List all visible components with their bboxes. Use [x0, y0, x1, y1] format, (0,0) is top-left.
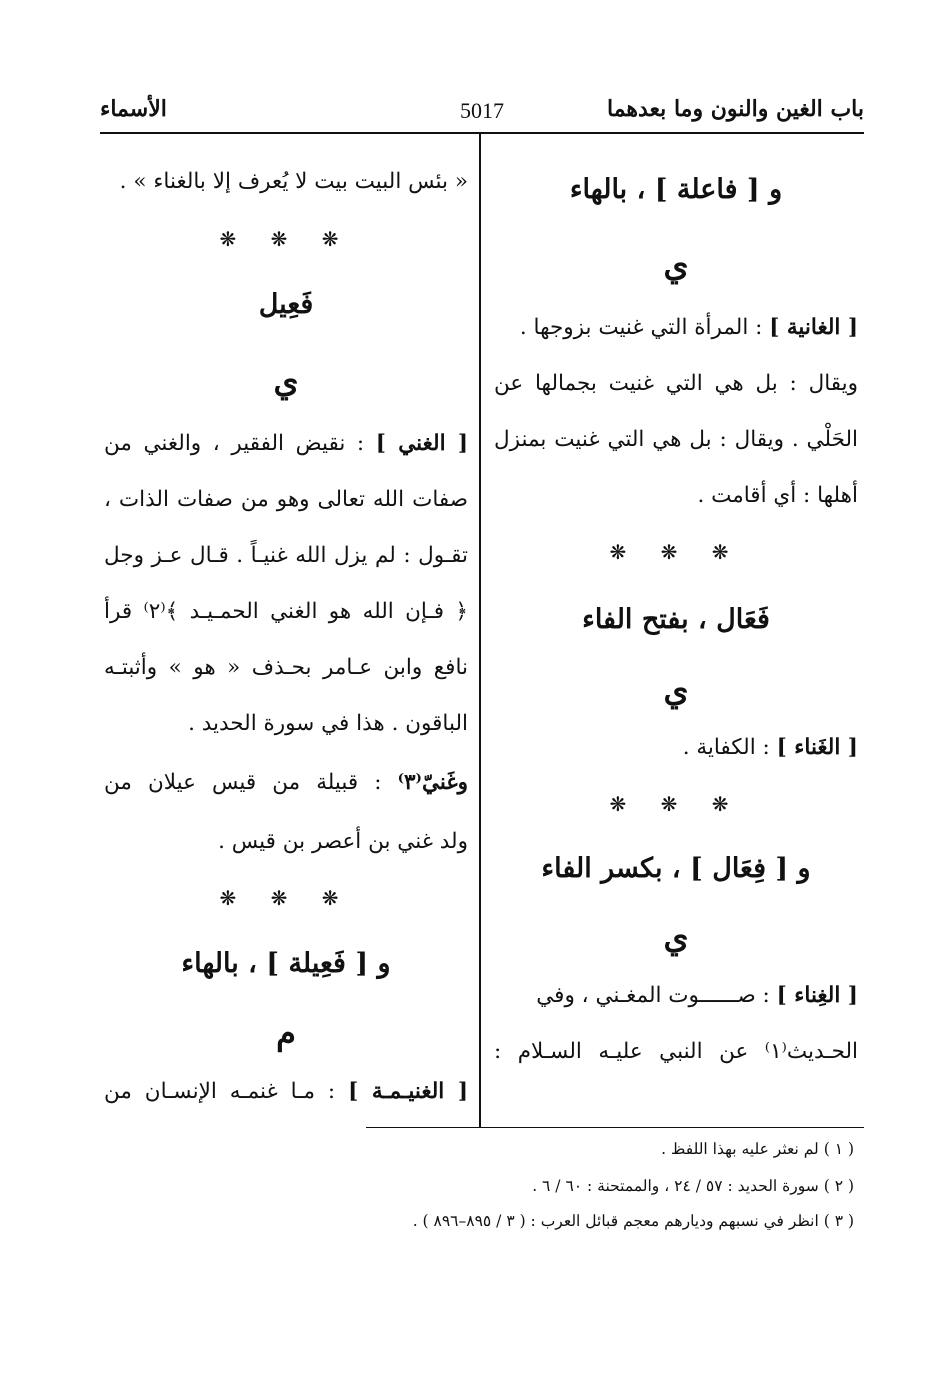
entry-text: : الكفاية .	[682, 735, 777, 760]
entry-ghaniy-tribe	[104, 752, 468, 814]
quran-verse-line: ﴿ فـإن الله هو الغني الحمـيـد ﴾⁽٢⁾ قرأ	[104, 599, 468, 624]
text-line: ولد غني بن أعصر بن قيس .	[218, 829, 468, 854]
left-column	[104, 150, 468, 1120]
entry-text: : مـا غنمـه الإنسـان من	[104, 1079, 349, 1104]
header-rule	[100, 132, 864, 134]
entry-ghaniya	[494, 300, 858, 356]
footnote-3: ( ٣ ) انظر في نسبهم وديارهم معجم قبائل العرب : ( ٣ / ٨٩٥–٨٩٦ ) .	[412, 1212, 854, 1230]
entry-ghana	[494, 720, 858, 776]
column-divider	[479, 133, 481, 1127]
entry-term: وغَنيّ⁽٣⁾	[397, 770, 468, 795]
root-letter: ي	[663, 671, 689, 709]
footnote-2: ( ٢ ) سورة الحديد : ٥٧ / ٢٤ ، والممتحنة : ٦٠ / ٦ .	[532, 1177, 854, 1195]
text-line: نافع وابن عـامر بحـذف « هو » وأثبتـه	[104, 655, 468, 680]
entry-ghanima	[104, 1064, 468, 1120]
separator-stars: ❋ ❋ ❋	[609, 792, 743, 816]
hadith-quote: « بئس البيت بيت لا يُعرف إلا بالغناء » .	[119, 169, 468, 194]
heading-fiaal: و [ فِعَال ] ، بكسر الفاء	[541, 853, 811, 884]
entry-term: [ الغنيـمـة ]	[348, 1079, 468, 1104]
entry-term: [ الغَناء ]	[776, 735, 858, 760]
page-header	[100, 96, 864, 130]
separator-stars: ❋ ❋ ❋	[219, 886, 353, 910]
entry-term: [ الغانية ]	[769, 315, 858, 340]
separator-stars: ❋ ❋ ❋	[609, 540, 743, 564]
running-title: باب الغين والنون وما بعدهما	[606, 96, 864, 122]
page-number: 5017	[460, 98, 504, 123]
text-line: الحـديث⁽١⁾ عن النبي عليـه السـلام :	[494, 1039, 858, 1064]
text-line: صفات الله تعالى وهو من صفات الذات ،	[104, 487, 468, 512]
root-letter: ي	[663, 918, 689, 956]
heading-faila: و [ فاعلة ] ، بالهاء	[569, 174, 783, 205]
entry-text: : قبيلة من قيس عيلان من	[104, 770, 398, 795]
entry-term: [ الغني ]	[375, 431, 468, 456]
footnote-1: ( ١ ) لم نعثر عليه بهذا اللفظ .	[661, 1140, 854, 1158]
entry-text: : نقيض الفقير ، والغني من	[104, 431, 376, 456]
text-line: أهلها : أي أقامت .	[697, 483, 858, 508]
text-line: ويقال : بل هي التي غنيت بجمالها عن	[494, 371, 858, 396]
entry-ghina	[494, 968, 858, 1024]
entry-term: [ الغِناء ]	[776, 983, 858, 1008]
root-letter: ي	[663, 246, 689, 284]
right-column	[494, 150, 858, 1080]
entry-text: : المرأة التي غنيت بزوجها .	[519, 315, 770, 340]
heading-faal: فَعَال ، بفتح الفاء	[582, 604, 770, 635]
root-letter: م	[276, 1014, 296, 1052]
text-line: تقـول : لم يزل الله غنيـاً . قـال عـز وجل	[104, 543, 468, 568]
footnote-rule	[366, 1127, 864, 1128]
entry-ghani	[104, 416, 468, 472]
heading-faila-2: و [ فَعِيلة ] ، بالهاء	[181, 948, 391, 979]
separator-stars: ❋ ❋ ❋	[219, 227, 353, 251]
section-title: الأسماء	[100, 96, 167, 122]
text-line: الحَلْي . ويقال : بل هي التي غنيت بمنزل	[494, 427, 858, 452]
text-line: الباقون . هذا في سورة الحديد .	[188, 711, 468, 736]
heading-fail: فَعِيل	[258, 289, 314, 320]
entry-text: : صــــــوت المغـني ، وفي	[536, 983, 777, 1008]
root-letter: ي	[273, 362, 299, 400]
